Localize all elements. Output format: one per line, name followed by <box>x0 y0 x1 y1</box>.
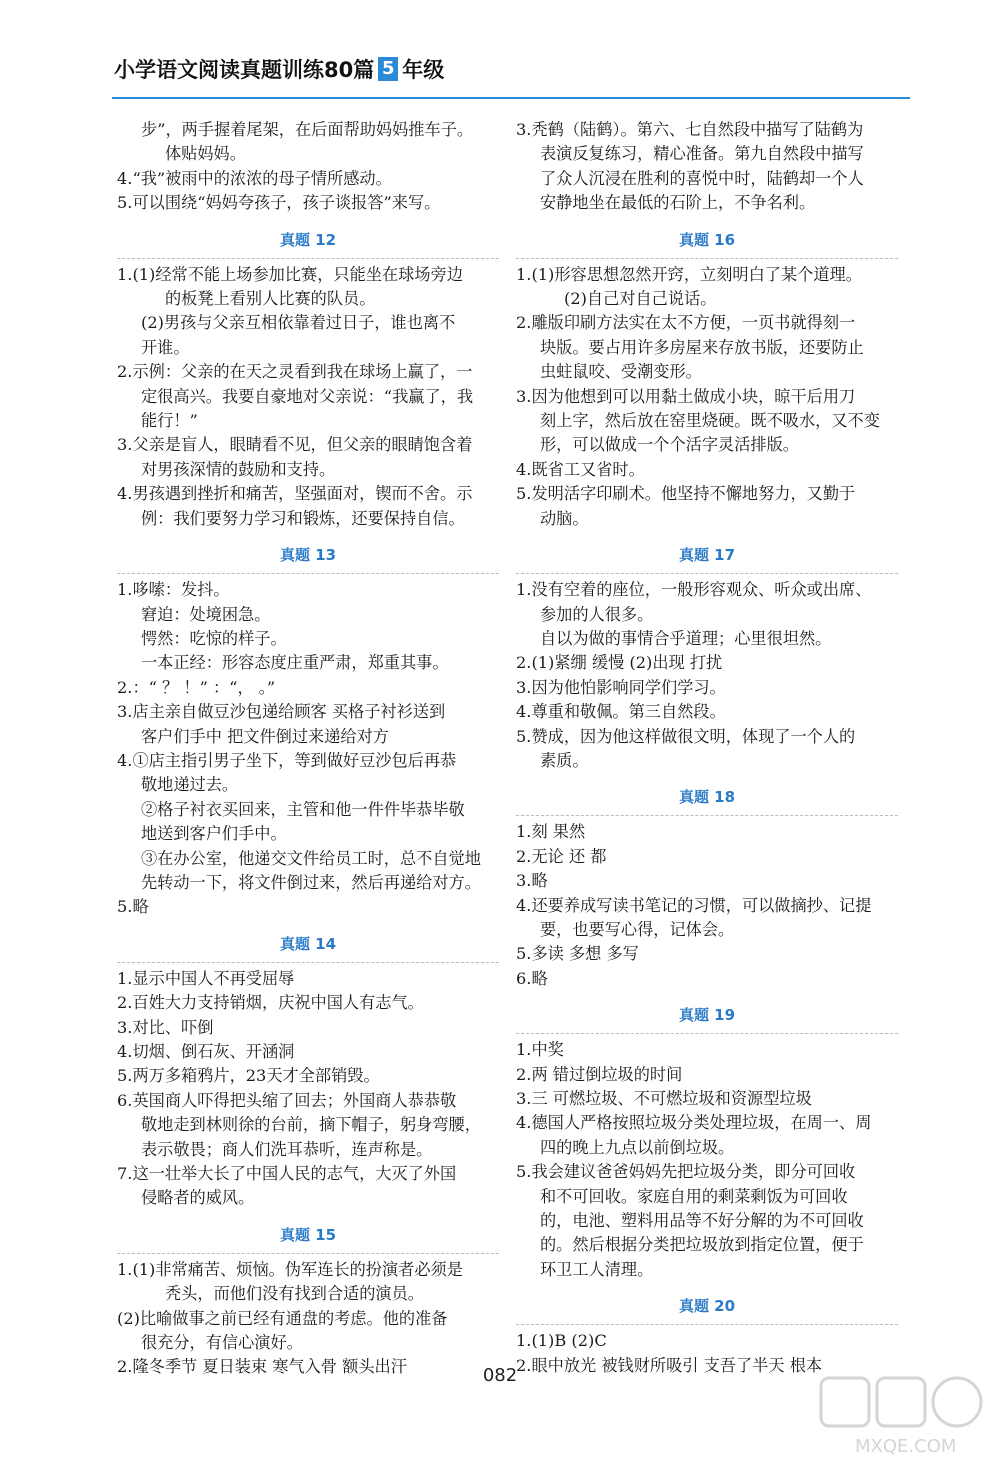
answer-line: 4.既省工又省时。 <box>516 459 645 479</box>
answer-line: 敬地递过去。 <box>141 775 239 795</box>
answer-line: 4.①店主指引男子坐下，等到做好豆沙包后再恭 <box>117 750 457 770</box>
answer-line: 3.略 <box>516 871 548 891</box>
answer-line: 1.(1)形容思想忽然开窍，立刻明白了某个道理。 <box>516 264 862 284</box>
answer-line: 侵略者的威风。 <box>141 1188 255 1208</box>
section-divider <box>117 573 499 574</box>
answer-line: 和不可回收。家庭自用的剩菜剩饭为可回收 <box>540 1186 848 1206</box>
answer-line: 2.两 错过倒垃圾的时间 <box>516 1064 683 1084</box>
watermark-logo <box>815 1372 995 1460</box>
answer-line: 了众人沉浸在胜利的喜悦中时，陆鹤却一个人 <box>540 168 864 188</box>
answer-line: 1.(1)B (2)C <box>516 1331 607 1351</box>
answer-line: 3.因为他想到可以用黏土做成小块，晾干后用刀 <box>516 386 856 406</box>
section-title: 真题 19 <box>678 1006 736 1025</box>
answer-line: 对男孩深情的鼓励和支持。 <box>141 459 336 479</box>
answer-line: 体贴妈妈。 <box>165 144 246 164</box>
answer-line: 2.无论 还 都 <box>516 846 607 866</box>
book-title: 小学语文阅读真题训练80篇 <box>114 58 375 82</box>
answer-line: 2.百姓大力支持销烟，庆祝中国人有志气。 <box>117 993 424 1013</box>
answer-line: 2.隆冬季节 夏日装束 寒气入骨 额头出汗 <box>117 1357 407 1377</box>
answer-line: 能行！” <box>141 411 198 431</box>
answer-line: 2.(1)紧绷 缓慢 (2)出现 打扰 <box>516 653 723 673</box>
answer-line: 表演反复练习，精心准备。第九自然段中描写 <box>540 144 864 164</box>
section-title: 真题 14 <box>279 934 337 953</box>
answer-line: 例：我们要努力学习和锻炼，还要保持自信。 <box>141 508 465 528</box>
answer-line: 窘迫：处境困急。 <box>141 604 271 624</box>
answer-line: 3.秃鹤（陆鹤）。第六、七自然段中描写了陆鹤为 <box>516 120 864 139</box>
answer-line: 5.略 <box>117 897 149 917</box>
grade-suffix: 年级 <box>402 58 445 82</box>
answer-line: 先转动一下，将文件倒过来，然后再递给对方。 <box>141 872 481 892</box>
answer-line: 1.(1)非常痛苦、烦恼。伪军连长的扮演者必须是 <box>117 1259 463 1279</box>
answer-line: 4.切烟、倒石灰、开涵洞 <box>117 1042 295 1061</box>
answer-line: 地送到客户们手中。 <box>141 824 287 844</box>
answer-line: 要，也要写心得，记体会。 <box>540 919 735 939</box>
section-title: 真题 13 <box>279 546 337 565</box>
left-column <box>117 118 499 1380</box>
answer-line: 的，电池、塑料用品等不好分解的为不可回收 <box>540 1211 864 1231</box>
watermark-url: MXQE.COM <box>855 1436 957 1457</box>
answer-line: 环卫工人清理。 <box>540 1259 654 1279</box>
answer-line: 客户们手中 把文件倒过来递给对方 <box>141 726 389 746</box>
answer-line: 虫蛀鼠咬、受潮变形。 <box>540 362 702 382</box>
answer-line: 2.眼中放光 被钱财所吸引 支吾了半天 根本 <box>516 1355 823 1375</box>
answer-line: 1.没有空着的座位，一般形容观众、听众或出席、 <box>516 580 872 600</box>
answer-line: 愕然：吃惊的样子。 <box>141 628 287 648</box>
answer-line: 块版。要占用许多房屋来存放书版，还要防止 <box>540 337 864 357</box>
answer-line: 4.德国人严格按照垃圾分类处理垃圾，在周一、周 <box>516 1113 872 1133</box>
answer-line: 6.英国商人吓得把头缩了回去；外国商人恭恭敬 <box>117 1090 457 1110</box>
answer-line: 5.可以围绕“妈妈夸孩子，孩子谈报答”来写。 <box>117 193 441 213</box>
answer-line: 1.哆嗦：发抖。 <box>117 580 230 600</box>
answer-line: (2)自己对自己说话。 <box>564 289 717 309</box>
answer-line: 动脑。 <box>540 508 589 528</box>
section-divider <box>117 1253 499 1254</box>
answer-line: 5.我会建议爸爸妈妈先把垃圾分类，即分可回收 <box>516 1162 856 1182</box>
answer-line: 定很高兴。我要自豪地对父亲说：“我赢了，我 <box>141 386 474 406</box>
header-divider <box>112 97 910 99</box>
answer-line: 的板凳上看别人比赛的队员。 <box>165 289 376 309</box>
answer-line: 1.中奖 <box>516 1040 564 1060</box>
answer-line: 5.赞成，因为他这样做很文明，体现了一个人的 <box>516 726 856 746</box>
answer-line: 3.三 可燃垃圾、不可燃垃圾和资源型垃圾 <box>516 1089 812 1108</box>
answer-line: 1.显示中国人不再受屈辱 <box>117 968 295 988</box>
answer-line: 刻上字，然后放在窑里烧硬。既不吸水，又不变 <box>540 411 880 431</box>
answer-line: 一本正经：形容态度庄重严肃，郑重其事。 <box>141 653 449 673</box>
right-column <box>516 118 898 1378</box>
answer-line: ③在办公室，他递交文件给员工时，总不自觉地 <box>141 848 481 868</box>
answer-line: 自以为做的事情合乎道理；心里很坦然。 <box>540 628 832 648</box>
watermark-glyph-3 <box>933 1378 981 1426</box>
answer-line: 4.尊重和敬佩。第三自然段。 <box>516 702 726 722</box>
watermark-glyph-1 <box>821 1378 869 1426</box>
answer-line: 5.发明活字印刷术。他坚持不懈地努力，又勤于 <box>516 484 856 504</box>
section-divider <box>516 573 898 574</box>
grade-badge: 5 <box>378 57 398 81</box>
answer-line: 形，可以做成一个个活字灵活排版。 <box>540 435 799 455</box>
answer-line: 7.这一壮举大长了中国人民的志气，大灭了外国 <box>117 1164 457 1184</box>
section-divider <box>516 258 898 259</box>
answer-line: 的。然后根据分类把垃圾放到指定位置，便于 <box>540 1235 864 1255</box>
book-header <box>114 54 444 84</box>
section-title: 真题 16 <box>678 230 736 249</box>
answer-line: 2.：“ ？ ！” ：“， 。” <box>117 677 276 697</box>
section-divider <box>117 962 499 963</box>
page-number: 082 <box>482 1365 518 1386</box>
answer-line: 安静地坐在最低的石阶上，不争名利。 <box>540 193 816 213</box>
answer-line: 2.雕版印刷方法实在太不方便，一页书就得刻一 <box>516 313 856 333</box>
answer-line: 3.店主亲自做豆沙包递给顾客 买格子衬衫送到 <box>117 702 446 722</box>
answer-line: 素质。 <box>540 750 589 770</box>
section-divider <box>117 258 499 259</box>
watermark-glyph-2 <box>877 1378 925 1426</box>
answer-line: 表示敬畏；商人们洗耳恭听，连声称是。 <box>141 1139 433 1159</box>
answer-line: (2)比喻做事之前已经有通盘的考虑。他的准备 <box>117 1308 448 1328</box>
answer-line: ②格子衬衣买回来，主管和他一件件毕恭毕敬 <box>141 799 465 819</box>
section-title: 真题 12 <box>279 230 337 249</box>
answer-line: 3.对比、吓倒 <box>117 1017 214 1037</box>
section-divider <box>516 815 898 816</box>
answer-line: 开谁。 <box>141 337 190 357</box>
answer-line: 6.略 <box>516 968 548 988</box>
answer-line: 四的晚上九点以前倒垃圾。 <box>540 1137 735 1157</box>
answer-line: 步”，两手握着尾架，在后面帮助妈妈推车子。 <box>141 120 474 139</box>
section-divider <box>516 1033 898 1034</box>
answer-line: 4.还要养成写读书笔记的习惯，可以做摘抄、记提 <box>516 895 872 915</box>
answer-line: 很充分，有信心演好。 <box>141 1333 303 1353</box>
answer-line: 1.(1)经常不能上场参加比赛，只能坐在球场旁边 <box>117 264 463 284</box>
section-title: 真题 15 <box>279 1225 337 1244</box>
answer-line: 5.两万多箱鸦片，23天才全部销毁。 <box>117 1066 380 1086</box>
answer-line: 2.示例：父亲的在天之灵看到我在球场上赢了，一 <box>117 362 473 382</box>
answer-line: 3.因为他怕影响同学们学习。 <box>516 677 726 697</box>
answer-line: 3.父亲是盲人，眼睛看不见，但父亲的眼睛饱含着 <box>117 435 473 455</box>
answer-line: 参加的人很多。 <box>540 604 654 624</box>
answer-line: 5.多读 多想 多写 <box>516 944 639 964</box>
section-title: 真题 18 <box>678 788 736 807</box>
answer-line: 1.刻 果然 <box>516 822 586 842</box>
section-title: 真题 17 <box>678 546 736 565</box>
answer-line: 秃头，而他们没有找到合适的演员。 <box>165 1284 424 1304</box>
answer-line: (2)男孩与父亲互相依靠着过日子，谁也离不 <box>141 313 456 333</box>
answer-line: 4.男孩遇到挫折和痛苦，坚强面对，锲而不舍。示 <box>117 484 473 504</box>
answer-line: 敬地走到林则徐的台前，摘下帽子，躬身弯腰， <box>141 1115 481 1135</box>
section-title: 真题 20 <box>678 1297 736 1316</box>
section-divider <box>516 1324 898 1325</box>
answer-line: 4.“我”被雨中的浓浓的母子情所感动。 <box>117 168 392 188</box>
